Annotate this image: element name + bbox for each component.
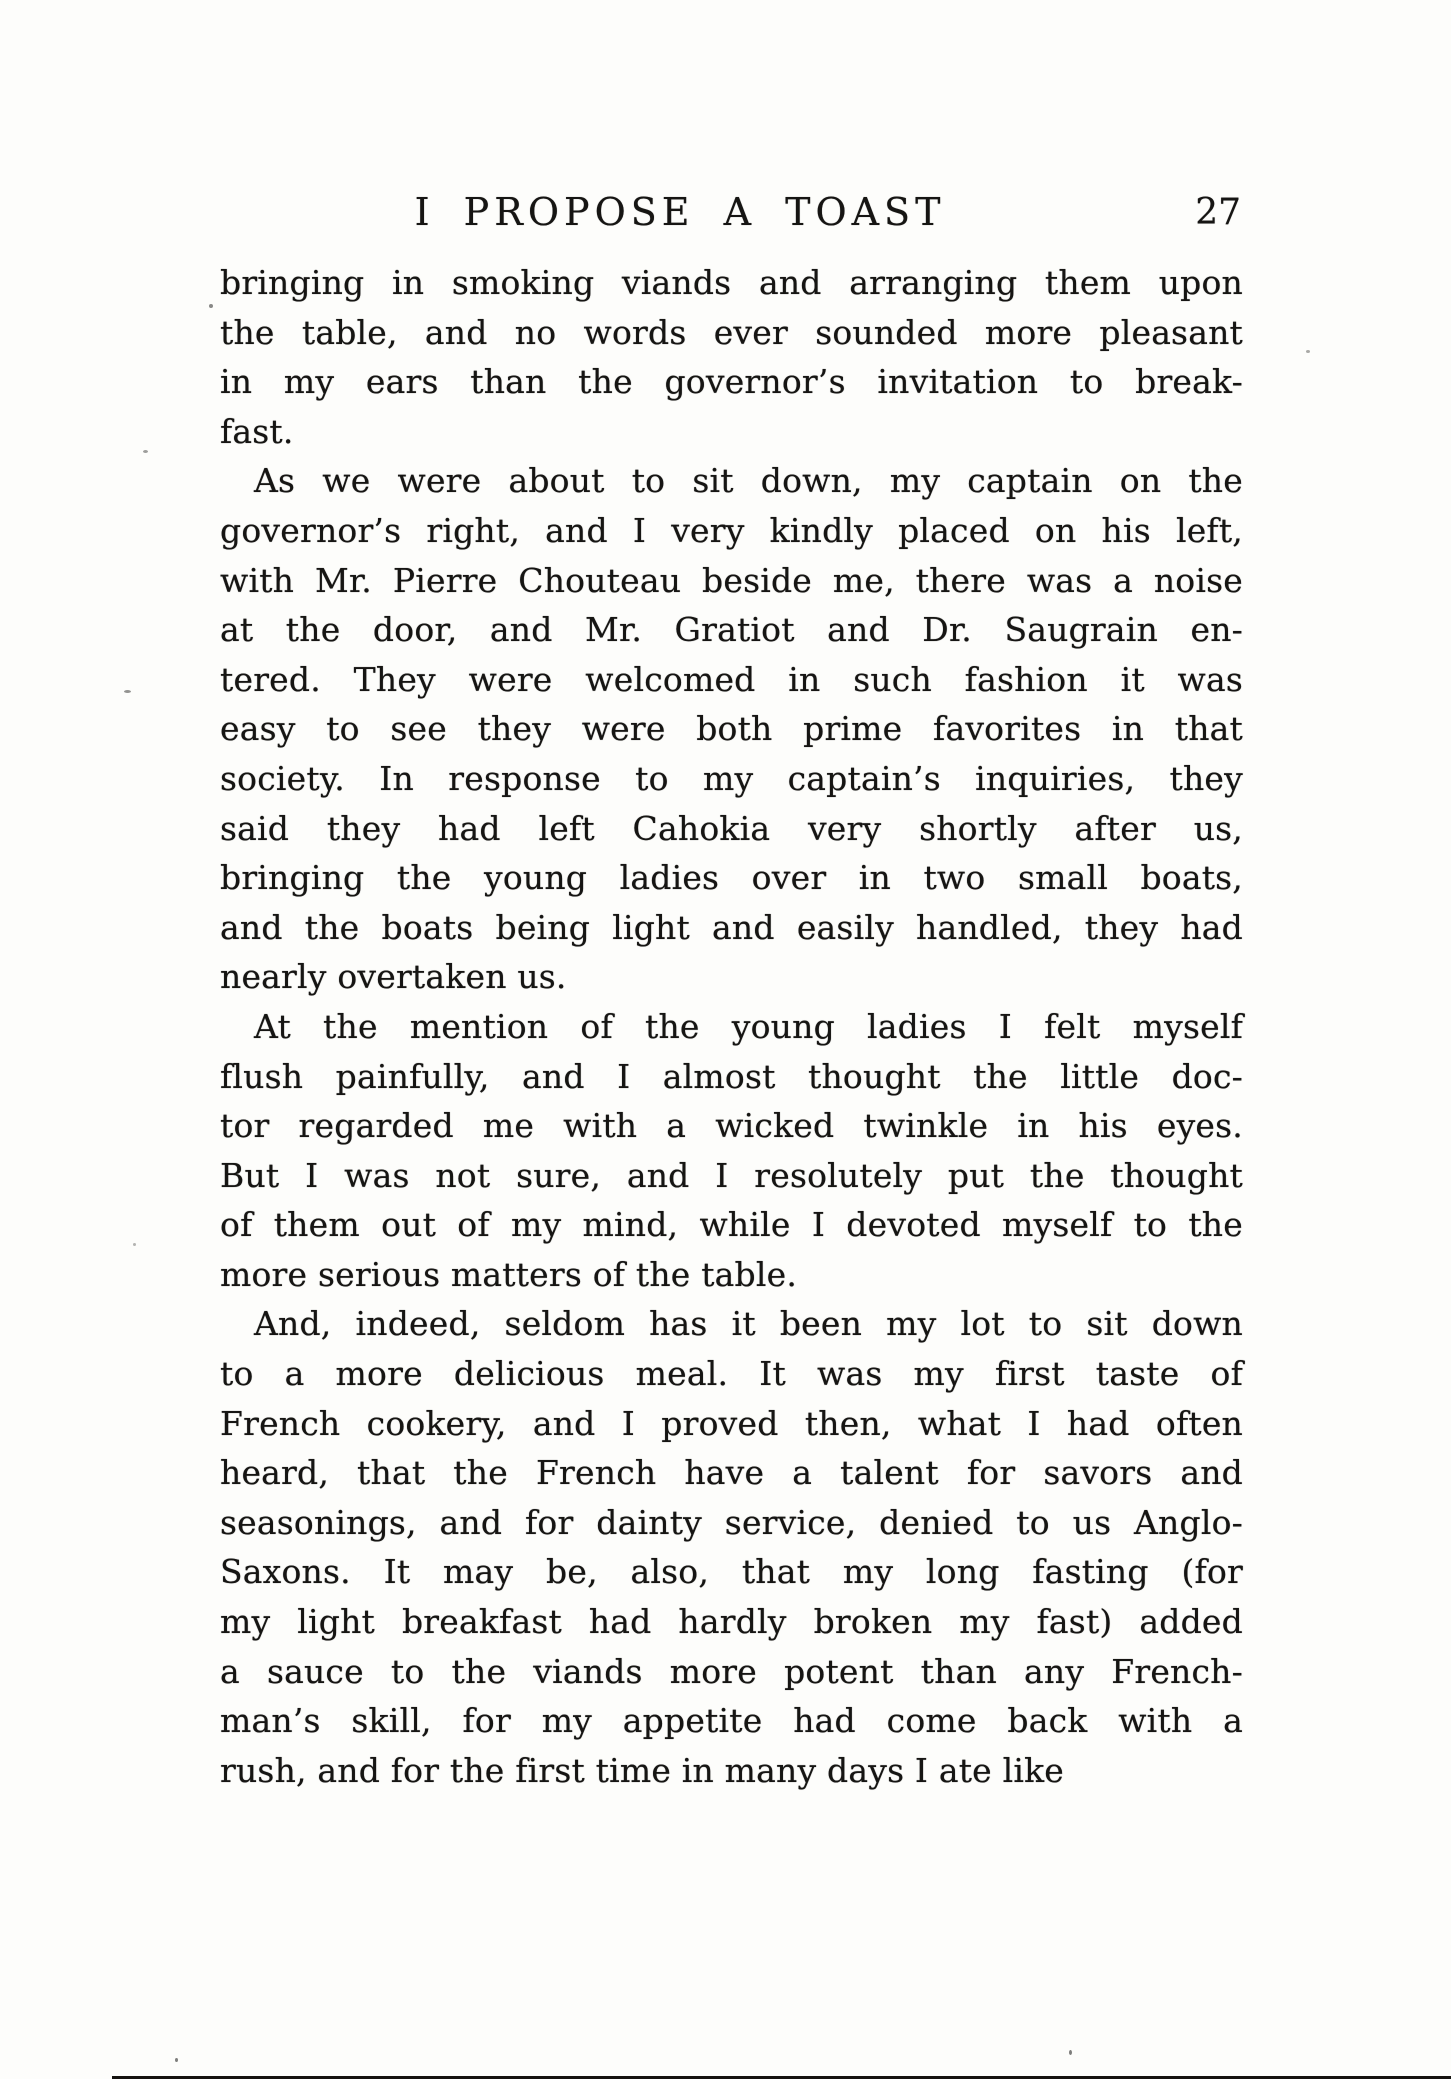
scan-speck — [133, 1243, 136, 1246]
text-line: in my ears than the governor’s invitation to break- — [220, 362, 1243, 402]
text-line: bringing in smoking viands and arranging them upon — [220, 263, 1243, 302]
text-line: heard, that the French have a talent for savors and — [220, 1453, 1243, 1493]
text-line: tor regarded me with a wicked twinkle in his eyes. — [220, 1106, 1243, 1146]
text-line: And, indeed, seldom has it been my lot to sit down — [254, 1304, 1243, 1344]
text-line: a sauce to the viands more potent than any French- — [220, 1651, 1243, 1691]
text-line: rush, and for the first time in many days I ate like — [220, 1750, 1065, 1790]
text-line: more serious matters of the table. — [220, 1254, 798, 1294]
text-line: man’s skill, for my appetite had come back with a — [220, 1701, 1243, 1741]
text-line: society. In response to my captain’s inquiries, they — [220, 758, 1243, 798]
text-line: seasonings, and for dainty service, denied to us Anglo- — [220, 1502, 1243, 1542]
paragraph — [220, 456, 1243, 1002]
scan-speck — [124, 690, 131, 693]
text-line: and the boats being light and easily handled, they had — [220, 907, 1243, 947]
chapter-title: I PROPOSE A TOAST — [414, 190, 946, 234]
scan-speck — [1306, 350, 1310, 353]
scan-speck — [1069, 2050, 1072, 2055]
text-line: But I was not sure, and I resolutely put the thought — [220, 1155, 1243, 1195]
text-line: As we were about to sit down, my captain on the — [254, 461, 1243, 501]
text-line: said they had left Cahokia very shortly after us, — [220, 808, 1243, 848]
text-line: my light breakfast had hardly broken my fast) added — [220, 1602, 1243, 1642]
text-line: flush painfully, and I almost thought the little doc- — [220, 1056, 1243, 1096]
text-line: At the mention of the young ladies I felt myself — [254, 1006, 1243, 1046]
page-number: 27 — [1195, 192, 1241, 233]
text-line: the table, and no words ever sounded more pleasant — [220, 312, 1243, 352]
text-line: Saxons. It may be, also, that my long fasting (for — [220, 1552, 1243, 1592]
scan-speck — [209, 304, 213, 308]
running-head — [220, 190, 1243, 240]
paragraph — [220, 1299, 1243, 1795]
scan-speck — [143, 450, 148, 453]
text-line: of them out of my mind, while I devoted myself to the — [220, 1205, 1243, 1245]
page-body — [220, 258, 1243, 1795]
text-line: tered. They were welcomed in such fashion it was — [220, 659, 1243, 699]
scan-speck — [175, 2058, 178, 2062]
text-line: fast. — [220, 411, 294, 451]
text-line: to a more delicious meal. It was my first taste of — [220, 1354, 1243, 1394]
text-line: French cookery, and I proved then, what I had often — [220, 1403, 1243, 1443]
text-line: with Mr. Pierre Chouteau beside me, there was a noise — [220, 560, 1243, 600]
text-line: easy to see they were both prime favorites in that — [220, 709, 1243, 749]
text-line: at the door, and Mr. Gratiot and Dr. Saugrain en- — [220, 610, 1243, 650]
text-line: bringing the young ladies over in two small boats, — [220, 858, 1243, 898]
text-line: governor’s right, and I very kindly placed on his left, — [220, 510, 1243, 550]
paragraph — [220, 1002, 1243, 1300]
text-line: nearly overtaken us. — [220, 957, 567, 997]
paragraph — [220, 258, 1243, 456]
